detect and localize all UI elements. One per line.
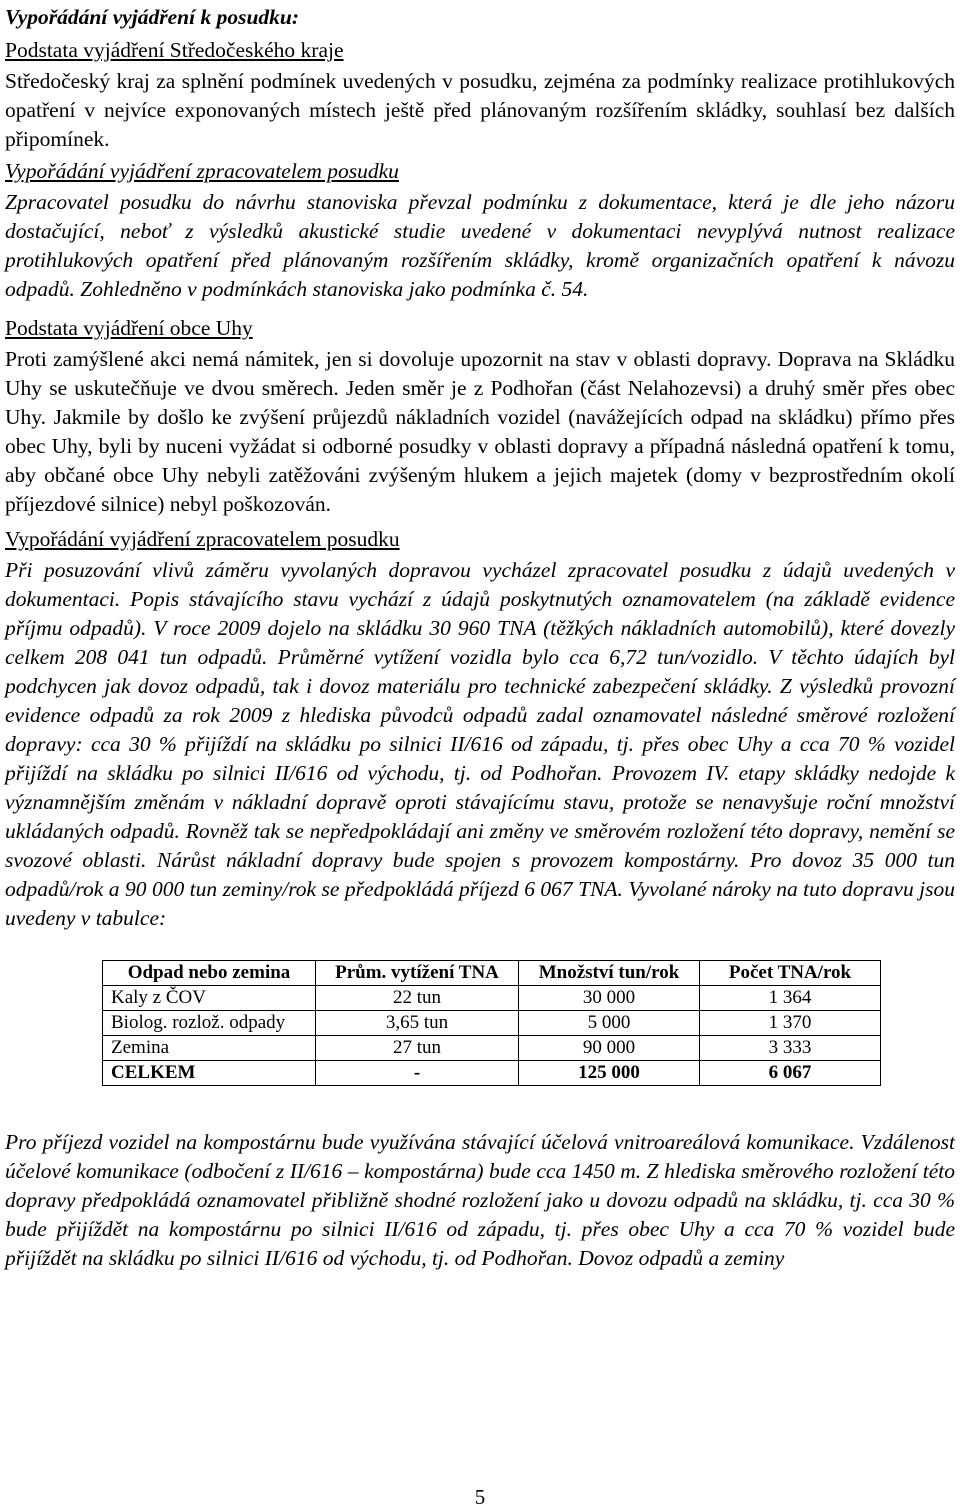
table-header-cell: Odpad nebo zemina <box>103 961 316 986</box>
paragraph-uhy-response: Při posuzování vlivů záměru vyvolaných dopravou vycházel zpracovatel posudku z údajů uvedených v dokumentaci. Popis stávajícího stavu vychází z údajů poskytnutých oznamovatelem (na základě evidence příjmu odpadů). V roce 2009 dojelo na skládku 30 960 TNA (těžkých nákladních automobilů), které dovezly celkem 208 041 tun odpadů. Průměrné vytížení vozidla bylo cca 6,72 tun/vozidlo. V těchto údajích byl podchycen jak dovoz odpadů, tak i dovoz materiálu pro technické zabezpečení skládky. Z výsledků provozní evidence odpadů za rok 2009 z hlediska původců odpadů zadal oznamovatel následné směrové rozložení dopravy: cca 30 % přijíždí na skládku po silnici II/616 od západu, tj. přes obec Uhy a cca 70 % vozidel přijíždí na skládku po silnici II/616 od východu, tj. od Podhořan. Provozem IV. etapy skládky nedojde k významnějším změnám v nákladní dopravě oproti stávajícímu stavu, protože se nenavyšuje roční množství ukládaných odpadů. Rovněž tak se nepředpokládají ani změny ve směrovém rozložení této dopravy, nemění se svozové oblasti. Nárůst nákladní dopravy bude spojen s provozem kompostárny. Pro dovoz 35 000 tun odpadů/rok a 90 000 tun zeminy/rok se předpokládá příjezd 6 067 TNA. Vyvolané nároky na tuto dopravu jsou uvedeny v tabulce: <box>5 558 955 930</box>
table-cell: 90 000 <box>519 1036 700 1061</box>
section-heading-uhy-response: Vypořádání vyjádření zpracovatelem posudku <box>5 527 400 551</box>
table-header-row <box>103 961 881 986</box>
table-header-cell: Množství tun/rok <box>519 961 700 986</box>
table-cell: 6 067 <box>700 1061 881 1086</box>
table-cell: 27 tun <box>316 1036 519 1061</box>
table-cell: Zemina <box>103 1036 316 1061</box>
paragraph-final: Pro příjezd vozidel na kompostárnu bude využívána stávající účelová vnitroareálová komunikace. Vzdálenost účelové komunikace (odbočení z II/616 – kompostárna) bude cca 1450 m. Z hlediska směrového rozložení této dopravy předpokládá oznamovatel přibližně shodné rozložení jako u dovozu odpadů na skládku, tj. cca 30 % bude přijíždět na kompostárnu po silnici II/616 od západu, tj. přes obec Uhy a cca 70 % vozidel bude přijíždět na skládku po silnici II/616 od východu, tj. od Podhořan. Dovoz odpadů a zeminy <box>5 1130 955 1270</box>
table-cell: 3,65 tun <box>316 1011 519 1036</box>
table-row <box>103 1036 881 1061</box>
table-cell: 3 333 <box>700 1036 881 1061</box>
table-cell: 30 000 <box>519 986 700 1011</box>
table-total-row <box>103 1061 881 1086</box>
table-cell: 1 364 <box>700 986 881 1011</box>
traffic-table <box>102 960 881 1086</box>
table-header-cell: Počet TNA/rok <box>700 961 881 986</box>
section-heading-uhy: Podstata vyjádření obce Uhy <box>5 316 253 340</box>
table-header-cell: Prům. vytížení TNA <box>316 961 519 986</box>
table-row <box>103 986 881 1011</box>
table-cell: 22 tun <box>316 986 519 1011</box>
paragraph-kraj: Středočeský kraj za splnění podmínek uvedených v posudku, zejména za podmínky realizace protihlukových opatření v nejvíce exponovaných místech ještě před plánovaným rozšířením skládky, souhlasí bez dalších připomínek. <box>5 69 955 151</box>
kraj-response-note: Zohledněno v podmínkách stanoviska jako podmínka č. 54. <box>80 277 589 301</box>
table-cell: 1 370 <box>700 1011 881 1036</box>
table-cell: 125 000 <box>519 1061 700 1086</box>
table-cell: 5 000 <box>519 1011 700 1036</box>
table-row <box>103 1011 881 1036</box>
table-cell: CELKEM <box>103 1061 316 1086</box>
table-cell: Biolog. rozlož. odpady <box>103 1011 316 1036</box>
paragraph-kraj-response <box>5 188 955 304</box>
section-heading-kraj-response: Vypořádání vyjádření zpracovatelem posudku <box>5 159 399 183</box>
table-cell: Kaly z ČOV <box>103 986 316 1011</box>
page-number: 5 <box>474 1485 486 1509</box>
paragraph-uhy: Proti zamýšlené akci nemá námitek, jen si dovoluje upozornit na stav v oblasti dopravy. Doprava na Skládku Uhy se uskutečňuje ve dvou směrech. Jeden směr je z Podhořan (část Nelahozevsi) a druhý směr přes obec Uhy. Jakmile by došlo ke zvýšení průjezdů nákladních vozidel (navážejících odpad na skládku) přímo přes obec Uhy, byli by nuceni vyžádat si odborné posudky v oblasti dopravy a případná následná opatření k tomu, aby občané obce Uhy nebyli zatěžováni zvýšeným hlukem a jejich majetek (domy v bezprostředním okolí příjezdové silnice) nebyl poškozován. <box>5 347 955 516</box>
document-page <box>5 0 955 1273</box>
kraj-response-text: Zpracovatel posudku do návrhu stanoviska převzal podmínku z dokumentace, která je dle jeho názoru dostačující, neboť z výsledků akustické studie uvedené v dokumentaci nevyplývá nutnost realizace protihlukových opatření před plánovaným rozšířením skládky, kromě organizačních opatření k návozu odpadů. <box>5 190 955 301</box>
page-title: Vypořádání vyjádření k posudku: <box>5 5 300 29</box>
table-cell: - <box>316 1061 519 1086</box>
section-heading-kraj: Podstata vyjádření Středočeského kraje <box>5 38 344 62</box>
